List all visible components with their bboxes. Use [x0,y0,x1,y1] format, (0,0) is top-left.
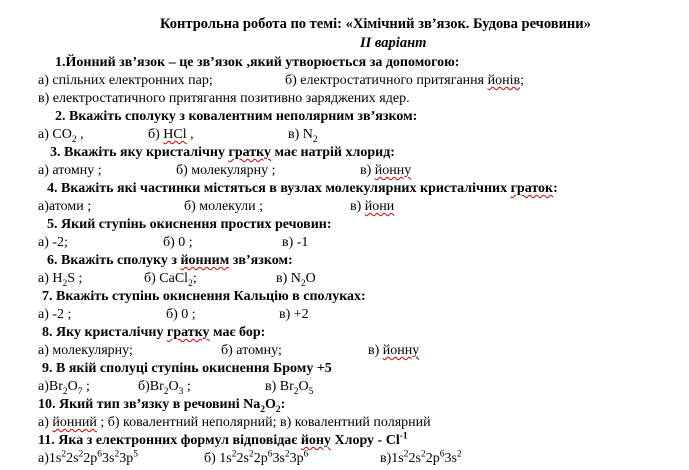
question-10: 10. Який тип зв’язку в речовині $Na_2O_2$: [38,397,286,415]
question-6: 6. Вкажіть сполуку з йонним зв’язком: [47,253,293,268]
q5-option-b: б) 0 ; [163,235,193,250]
q6-answers [38,270,689,288]
q4-answers [38,198,689,216]
q11-answers [38,450,689,468]
q8-option-b: б) атомну; [221,343,282,358]
q4-option-a: а)атоми ; [38,199,92,214]
q2-option-c: в) $N_2$ [288,127,318,145]
question-9: 9. В якій сполуці ступінь окиснення Брому +5 [42,361,332,376]
q5-option-c: в) -1 [282,235,309,250]
question-5: 5. Який ступінь окиснення простих речовин: [47,217,332,232]
q8-option-a: а) молекулярну; [38,343,133,358]
q7-option-a: а) -2 ; [38,307,72,322]
q6-option-c: в) $N_2O$ [276,271,316,289]
question-1: 1.Йонний зв’язок – це зв’язок ,який утворюється за допомогою: [55,55,460,70]
q7-option-b: б) 0 ; [166,307,196,322]
q6-option-a: а) $H_2S$ ; [38,271,83,289]
q8-option-c: в) йонну [368,343,420,358]
q7-option-c: в) +2 [279,307,309,322]
q3-option-c: в) йонну [360,163,412,178]
page-title: Контрольна робота по темі: «Хімічний зв’язок. Будова речовини» [160,16,591,32]
q2-option-b: б) HCl , [148,127,194,142]
q4-option-c: в) йони [350,199,395,214]
q1-option-c: в) електростатичного притягання позитивно заряджених ядер. [38,91,410,106]
q5-option-a: а) -2; [38,235,68,250]
q2-option-a: а) $CO_2$ , [38,127,84,145]
q5-answers [38,234,689,252]
q9-answers [38,378,689,396]
q6-option-b: б) CaCl$_2$; [144,271,197,289]
q11-option-c: $в)1s^22s^22p^63s^2$ [380,449,462,466]
q1-option-a: а) спільних електронних пар; [38,73,213,88]
q1-option-b: б) електростатичного притягання йонів; [285,73,524,88]
variant-label: II варіант [360,35,427,51]
q11-option-a: $а)1s^22s^22p^63s^23p^5$ [38,449,138,466]
q11-option-b: б) $1s^22s^22p^63s^23p^6$ [204,449,309,466]
q9-option-c: в) $Br_2O_5$ [265,379,314,397]
q10-answers: а) йонний ; б) ковалентний неполярний; в) ковалентний полярний [38,415,431,430]
q9-option-b: $б)Br_2O_3$ ; [138,379,191,397]
question-2: 2. Вкажіть сполуку з ковалентним неполярним зв’язком: [55,109,418,124]
question-7: 7. Вкажіть ступінь окиснення Кальцію в сполуках: [42,289,366,304]
question-11: 11. Яка з електронних формул відповідає йону Хлору - $Cl^{-1}$ [38,431,408,448]
q3-option-a: а) атомну ; [38,163,102,178]
q9-option-a: $а)Br_2O_7$ ; [38,379,90,397]
q3-option-b: б) молекулярну ; [176,163,276,178]
q7-answers [38,306,689,324]
q8-answers [38,342,689,360]
question-4: 4. Вкажіть які частинки містяться в вузлах молекулярних кристалічних граток: [47,181,558,196]
q2-answers [38,126,689,144]
q3-answers [38,162,689,180]
q4-option-b: б) молекули ; [184,199,264,214]
question-3: 3. Вкажіть яку кристалічну гратку має натрій хлорид: [50,145,395,160]
question-8: 8. Яку кристалічну гратку має бор: [42,325,266,340]
